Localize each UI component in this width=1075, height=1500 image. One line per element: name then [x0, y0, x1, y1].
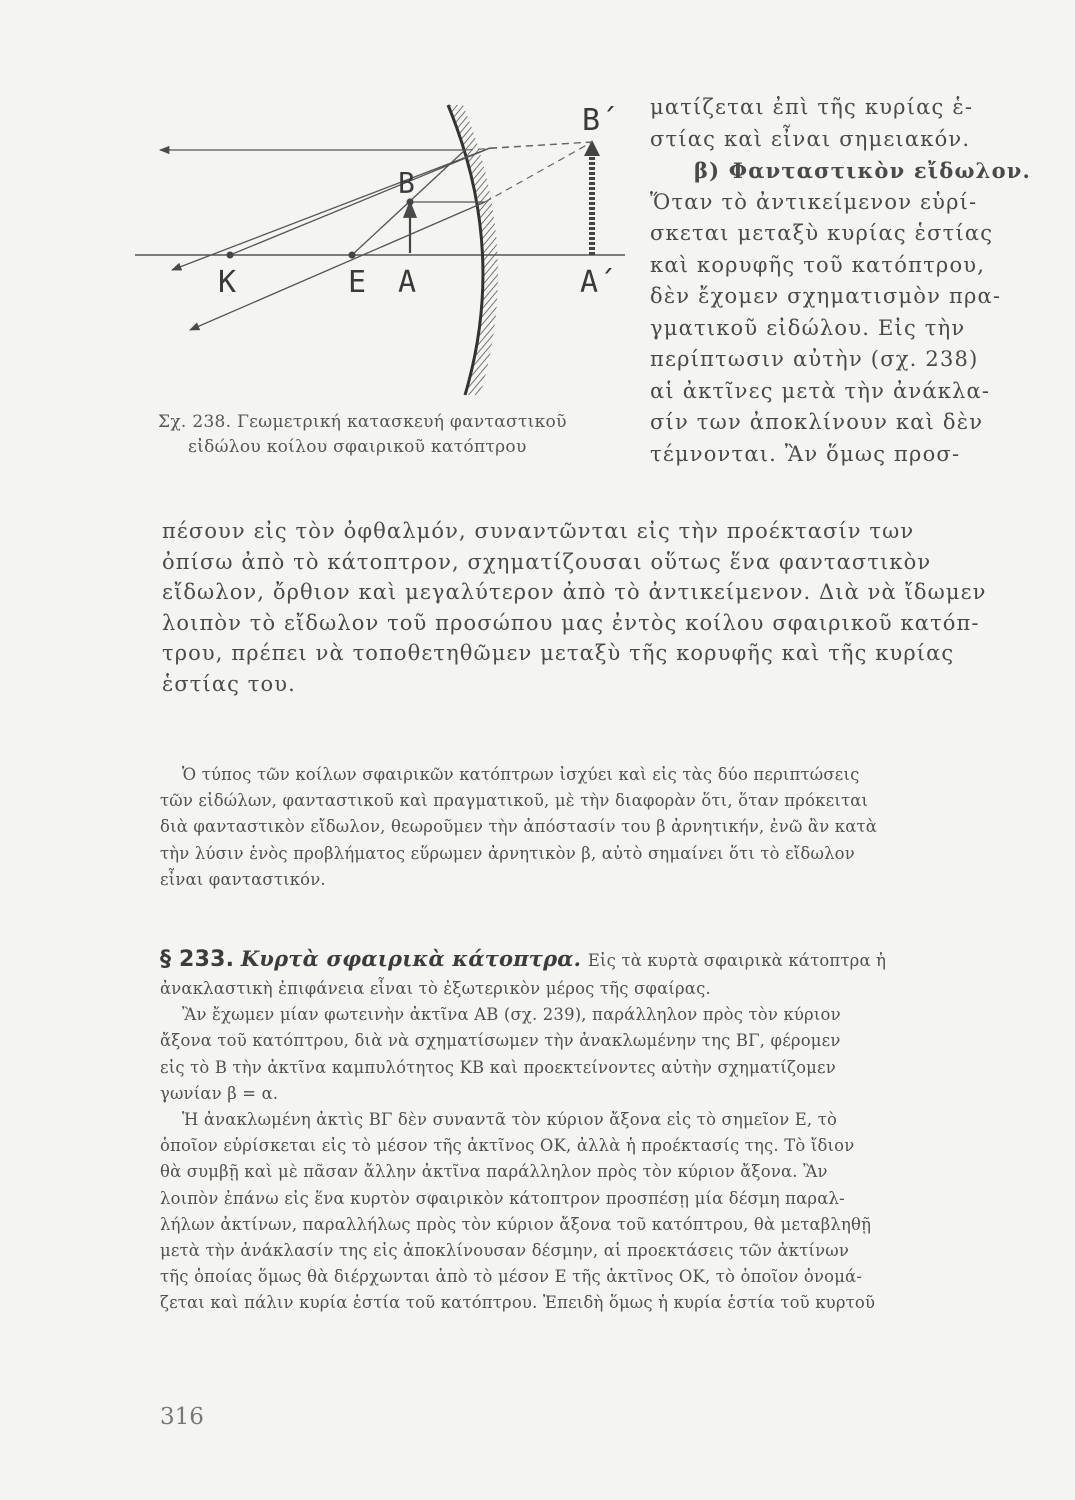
- text-line: τέμνονται. Ἂν ὅμως προσ-: [650, 441, 961, 466]
- text-line: ματίζεται ἐπὶ τῆς κυρίας ἑ-: [650, 95, 974, 119]
- label-e: Ε: [348, 265, 367, 300]
- text-line: τῶν εἰδώλων, φανταστικοῦ καὶ πραγματικοῦ, μὲ τὴν διαφορὰν ὅτι, ὅταν πρόκειται: [160, 791, 869, 811]
- text-line: λήλων ἀκτίνων, παραλλήλως πρὸς τὸν κύριον ἄξονα τοῦ κατόπτρου, θὰ μεταβληθῇ: [160, 1214, 872, 1234]
- text-line: γωνίαν β = α.: [160, 1083, 279, 1103]
- caption-line-2: εἰδώλου κοίλου σφαιρικοῦ κατόπτρου: [188, 437, 527, 457]
- text-line: γματικοῦ εἰδώλου. Εἰς τὴν: [650, 315, 966, 340]
- main-paragraph: [162, 516, 1012, 699]
- text-line: ὁποῖον εὑρίσκεται εἰς τὸ μέσον τῆς ἀκτῖνος ΟΚ, ἀλλὰ ἡ προέκτασίς της. Τὸ ἴδιον: [160, 1136, 855, 1156]
- text-line: εἰς τὸ Β τὴν ἀκτῖνα καμπυλότητος ΚΒ καὶ προεκτείνοντες αὐτὴν σχηματίζομεν: [160, 1057, 836, 1077]
- section-number: § 233.: [160, 947, 235, 972]
- text-line: σκεται μεταξὺ κυρίας ἑστίας: [650, 221, 994, 245]
- figure-238-concave-mirror-diagram: [130, 90, 640, 415]
- text-line: λοιπὸν ἐπάνω εἰς ἕνα κυρτὸν σφαιρικὸν κάτοπτρον προσπέσῃ μία δέσμη παραλ-: [160, 1188, 845, 1208]
- subsection-heading: β) Φανταστικὸν εἴδωλον.: [694, 158, 1032, 183]
- text-line: εἶναι φανταστικόν.: [160, 869, 326, 889]
- text-line: τὴν λύσιν ἑνὸς προβλήματος εὕρωμεν ἀρνητικὸν β, αὐτὸ σημαίνει ὅτι τὸ εἴδωλον: [160, 843, 855, 863]
- text-line: Ἡ ἀνακλωμένη ἀκτὶς ΒΓ δὲν συναντᾶ τὸν κύριον ἄξονα εἰς τὸ σημεῖον Ε, τὸ: [182, 1110, 838, 1130]
- text-line: θὰ συμβῇ καὶ μὲ πᾶσαν ἄλλην ἀκτῖνα παράλληλον πρὸς τὸν κύριον ἄξονα. Ἂν: [160, 1162, 828, 1182]
- text-line: πέσουν εἰς τὸν ὀφθαλμόν, συναντῶνται εἰς τὴν προέκτασίν των: [162, 519, 915, 543]
- text-line: ἀνακλαστικὴ ἐπιφάνεια εἶναι τὸ ἐξωτερικὸν μέρος τῆς σφαίρας.: [160, 979, 711, 998]
- text-line: λοιπὸν τὸ εἴδωλον τοῦ προσώπου μας ἐντὸς κοίλου σφαιρικοῦ κατόπ-: [162, 610, 980, 635]
- text-line: ἄξονα τοῦ κατόπτρου, διὰ νὰ σχηματίσωμεν τὴν ἀνακλωμένην της ΒΓ, φέρομεν: [160, 1031, 841, 1051]
- text-line: τῆς ὁποίας ὅμως θὰ διέρχωνται ἀπὸ τὸ μέσον Ε τῆς ἀκτῖνος ΟΚ, τὸ ὁποῖον ὀνομά-: [160, 1267, 863, 1287]
- text-line: ζεται καὶ πάλιν κυρία ἑστία τοῦ κατόπτρου. Ἐπειδὴ ὅμως ἡ κυρία ἑστία τοῦ κυρτοῦ: [160, 1293, 876, 1313]
- text-line: δὲν ἔχομεν σχηματισμὸν πρα-: [650, 284, 1002, 308]
- formula-note: [160, 762, 1015, 893]
- text-line: αἱ ἀκτῖνες μετὰ τὴν ἀνάκλα-: [650, 378, 991, 403]
- section-head-text: Εἰς τὰ κυρτὰ σφαιρικὰ κάτοπτρα ἡ: [587, 951, 887, 970]
- label-k: Κ: [218, 265, 237, 300]
- point-e: [349, 252, 356, 259]
- label-b: Β: [398, 167, 415, 200]
- section-heading: [160, 944, 1015, 976]
- section-title: Κυρτὰ σφαιρικὰ κάτοπτρα.: [240, 946, 582, 971]
- text-line: Ὁ τύπος τῶν κοίλων σφαιρικῶν κατόπτρων ἰσχύει καὶ εἰς τὰς δύο περιπτώσεις: [182, 765, 860, 784]
- text-line: τρου, πρέπει νὰ τοποθετηθῶμεν μεταξὺ τῆς κορυφῆς καὶ τῆς κυρίας: [162, 641, 955, 665]
- ray-2-reflected: [172, 148, 490, 270]
- text-line: Ὅταν τὸ ἀντικείμενον εὑρί-: [650, 189, 978, 214]
- text-line: στίας καὶ εἶναι σημειακόν.: [650, 126, 971, 151]
- text-line: εἴδωλον, ὄρθιον καὶ μεγαλύτερον ἀπὸ τὸ ἀντικείμενον. Διὰ νὰ ἴδωμεν: [162, 580, 987, 604]
- label-a: Α: [398, 265, 417, 300]
- text-line: καὶ κορυφῆς τοῦ κατόπτρου,: [650, 252, 986, 277]
- text-line: ὀπίσω ἀπὸ τὸ κάτοπτρον, σχηματίζουσαι οὕτως ἕνα φανταστικὸν: [162, 549, 932, 574]
- label-a-prime: Α΄: [580, 265, 617, 300]
- side-column-text: [650, 92, 1032, 470]
- dashed-extension-3: [490, 142, 592, 148]
- text-line: περίπτωσιν αὐτὴν (σχ. 238): [650, 347, 979, 371]
- dashed-extension-2: [485, 142, 592, 202]
- text-line: Ἂν ἔχωμεν μίαν φωτεινὴν ἀκτῖνα ΑΒ (σχ. 239), παράλληλον πρὸς τὸν κύριον: [182, 1005, 841, 1025]
- text-line: μετὰ τὴν ἀνάκλασίν της εἰς ἀποκλίνουσαν δέσμην, αἱ προεκτάσεις τῶν ἀκτίνων: [160, 1241, 849, 1261]
- section-233: [160, 944, 1015, 1317]
- page-number: 316: [160, 1404, 204, 1430]
- figure-caption: [158, 410, 638, 460]
- label-b-prime: Β΄: [582, 103, 619, 138]
- text-line: ἑστίας του.: [162, 671, 296, 696]
- caption-line-1: Σχ. 238. Γεωμετρική κατασκευή φανταστικοῦ: [158, 412, 567, 432]
- text-line: σίν των ἀποκλίνουν καὶ δὲν: [650, 410, 984, 434]
- text-line: διὰ φανταστικὸν εἴδωλον, θεωροῦμεν τὴν ἀπόστασίν του β ἀρνητικήν, ἐνῶ ἂν κατὰ: [160, 817, 878, 837]
- point-k: [227, 252, 234, 259]
